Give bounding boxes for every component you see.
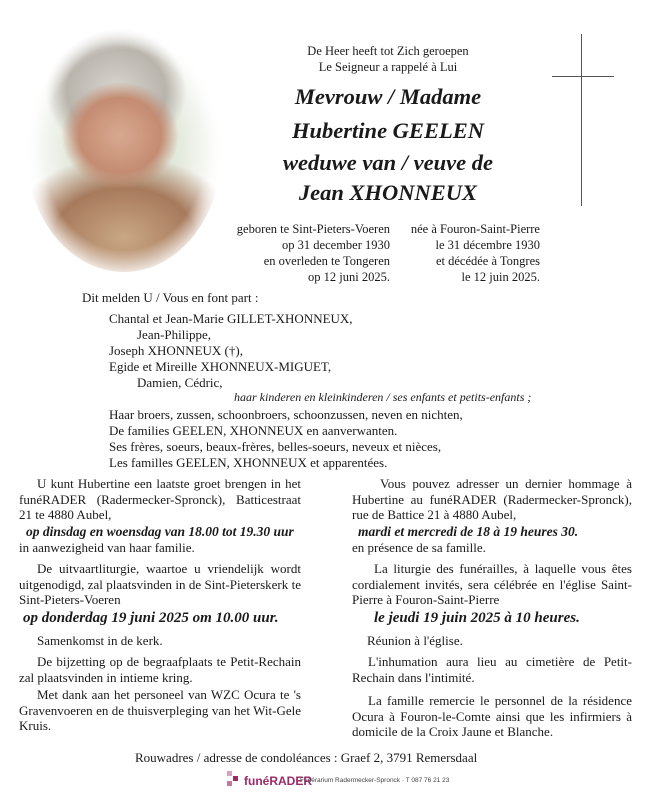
family-member: Egide et Mireille XHONNEUX-MIGUET, xyxy=(109,359,332,374)
relatives-line: Ses frères, soeurs, beaux-frères, belles-soeurs, neveux et nièces, xyxy=(109,439,442,454)
deceased-name: Hubertine GEELEN xyxy=(292,118,484,143)
logo-square xyxy=(233,776,238,781)
fr-liturgy-text: La liturgie des funérailles, à laquelle vous êtes cordialement invités, sera célébrée en l'église Saint-Pierre à Fouron-Saint-Pierre xyxy=(352,561,632,607)
logo-square xyxy=(227,771,232,776)
birth-fr-line: le 12 juin 2025. xyxy=(461,270,540,284)
logo-square xyxy=(227,781,232,786)
fr-burial: L'inhumation aura lieu au cimetière de Petit-Rechain dans l'intimité. xyxy=(352,654,632,685)
portrait-fade xyxy=(20,22,228,278)
family-member: Joseph XHONNEUX (†), xyxy=(109,343,243,358)
birth-fr-line: le 31 décembre 1930 xyxy=(435,238,540,252)
nl-liturgy-date: op donderdag 19 juni 2025 om 10.00 uur. xyxy=(23,610,279,626)
birth-nl-line: geboren te Sint-Pieters-Voeren xyxy=(236,222,390,236)
nl-liturgy-text: De uitvaartliturgie, waartoe u vriendelijk wordt uitgenodigd, zal plaatsvinden in de Sint-Pieterskerk te Sint-Pieters-Voeren xyxy=(19,561,301,607)
header-fr: Le Seigneur a rappelé à Lui xyxy=(318,60,458,74)
fr-thanks: La famille remercie le personnel de la résidence Ocura à Fouron-le-Comte ainsi que les infirmiers à domicile de la Croix Jaune et Blanche. xyxy=(352,693,632,739)
nl-thanks: Met dank aan het personeel van WZC Ocura te 's Gravenvoeren en de thuisverpleging van het Wit-Gele Kruis. xyxy=(19,687,301,733)
funerader-logo-icon xyxy=(226,769,240,789)
nl-gathering: Samenkomst in de kerk. xyxy=(37,633,163,648)
header-nl: De Heer heeft tot Zich geroepen xyxy=(307,44,469,58)
condolence-address: Rouwadres / adresse de condoléances : Graef 2, 3791 Remersdaal xyxy=(135,750,478,765)
birth-fr-line: née à Fouron-Saint-Pierre xyxy=(410,222,540,236)
spouse-name: Jean XHONNEUX xyxy=(298,180,478,205)
announce-line: Dit melden U / Vous en font part : xyxy=(82,290,259,305)
family-member: Damien, Cédric, xyxy=(137,375,223,390)
fr-gathering: Réunion à l'église. xyxy=(367,633,463,648)
family-member: Jean-Philippe, xyxy=(137,327,212,342)
nl-visit-times: op dinsdag en woensdag van 18.00 tot 19.30 uur xyxy=(26,524,294,539)
title-line1: Mevrouw / Madame xyxy=(294,84,482,109)
logo-name: funéRADER xyxy=(244,774,312,788)
cross-horizontal xyxy=(552,76,614,77)
cross-vertical xyxy=(581,34,582,206)
birth-fr-line: et décédée à Tongres xyxy=(435,254,540,268)
fr-visit-end: en présence de sa famille. xyxy=(352,540,486,555)
logo-subtitle: Funérarium Radermecker-Spronck · T 087 76 21 23 xyxy=(300,777,450,784)
fr-visit-times: mardi et mercredi de 18 à 19 heures 30. xyxy=(358,524,579,539)
fr-visit-text: Vous pouvez adresser un dernier hommage à Hubertine au funéRADER (Radermecker-Spronck), rue de Battice 21 à 4880 Aubel, xyxy=(352,476,632,522)
nl-visit-text: U kunt Hubertine een laatste groet brengen in het funéRADER (Radermecker-Spronck), Batticestraat 21 te 4880 Aubel, xyxy=(19,476,301,522)
children-note: haar kinderen en kleinkinderen / ses enfants et petits-enfants ; xyxy=(234,390,532,404)
family-member: Chantal et Jean-Marie GILLET-XHONNEUX, xyxy=(109,311,353,326)
birth-nl-line: op 12 juni 2025. xyxy=(308,270,390,284)
birth-nl-line: op 31 december 1930 xyxy=(282,238,390,252)
fr-liturgy-date: le jeudi 19 juin 2025 à 10 heures. xyxy=(374,610,580,626)
birth-nl-line: en overleden te Tongeren xyxy=(263,254,390,268)
nl-visit-end: in aanwezigheid van haar familie. xyxy=(19,540,195,555)
title-widow: weduwe van / veuve de xyxy=(283,150,493,175)
nl-burial: De bijzetting op de begraafplaats te Petit-Rechain zal plaatsvinden in intieme kring. xyxy=(19,654,301,685)
relatives-line: Les familles GEELEN, XHONNEUX et apparentées. xyxy=(109,455,388,470)
relatives-line: De families GEELEN, XHONNEUX en aanverwanten. xyxy=(109,423,398,438)
relatives-line: Haar broers, zussen, schoonbroers, schoonzussen, neven en nichten, xyxy=(109,407,463,422)
